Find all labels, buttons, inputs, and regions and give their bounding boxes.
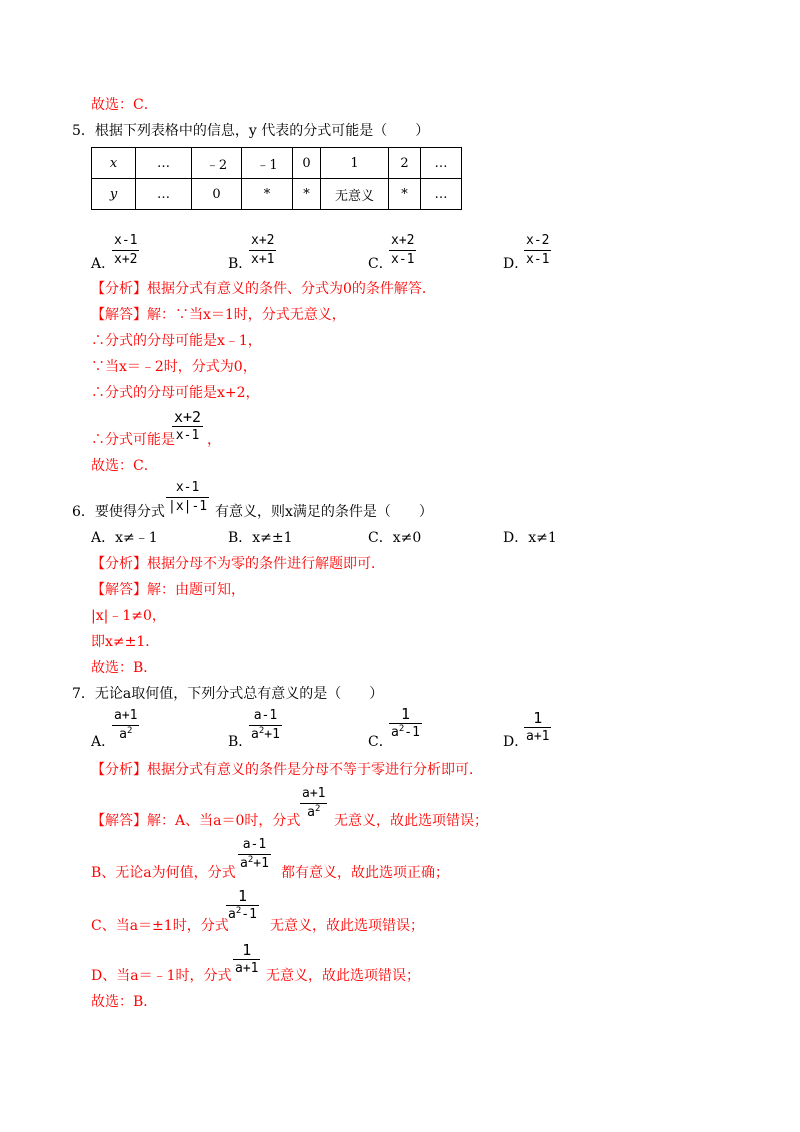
den-tail: -1: [404, 725, 420, 740]
table-cell: 1: [321, 148, 389, 179]
den-exponent: 2: [314, 804, 321, 814]
numerator: x+2: [249, 234, 276, 251]
q5-option-b-fraction: [249, 234, 276, 267]
den-base: a: [391, 725, 399, 740]
q6-analysis: 【分析】根据分母不为零的条件进行解题即可．: [91, 556, 385, 572]
q5-stem: 5．根据下列表格中的信息，y 代表的分式可能是（ ）: [72, 123, 430, 139]
q5-solution-line: ∵当x＝﹣2时，分式为0，: [91, 359, 257, 375]
den-tail: +1: [264, 727, 280, 742]
denominator: x+1: [251, 252, 275, 267]
q7-solution-a-suffix: 无意义，故此选项错误；: [334, 813, 488, 829]
q7-solution-a-fraction: [300, 787, 327, 820]
numerator: x-2: [524, 234, 551, 251]
q5-analysis: 【分析】根据分式有意义的条件、分式为0的条件解答．: [91, 281, 436, 297]
den-tail: -1: [241, 907, 257, 922]
den-exponent: 2: [398, 724, 405, 734]
den-exponent: 2: [235, 906, 242, 916]
q5-conclusion-fraction: [172, 410, 203, 443]
q6-option-c: C．x≠0: [368, 530, 422, 546]
q7-solution-d-suffix: 无意义，故此选项错误；: [266, 968, 420, 984]
q7-option-d-fraction: [524, 711, 551, 744]
table-cell: …: [136, 179, 192, 210]
table-cell: x: [92, 148, 136, 179]
table-cell: …: [421, 179, 462, 210]
q6-stem-fraction: [166, 481, 209, 514]
q5-option-c-fraction: [389, 234, 416, 267]
q7-solution-b-suffix: 都有意义，故此选项正确；: [281, 865, 449, 881]
q5-option-a-label: A．: [91, 256, 116, 272]
numerator: x+2: [174, 408, 202, 426]
q7-solution-b-fraction: [238, 838, 271, 871]
table-cell: 无意义: [321, 179, 389, 210]
q6-solution-line: 【解答】解：由题可知，: [91, 582, 245, 598]
table-cell: ﹣2: [192, 148, 242, 179]
q5-conclusion-suffix: ，: [207, 432, 221, 448]
q5-option-d-fraction: [524, 234, 551, 267]
q5-option-d-label: D．: [503, 256, 529, 272]
denominator: x+2: [114, 252, 138, 267]
denominator: a+1: [526, 729, 550, 744]
numerator: 1: [233, 943, 260, 960]
q7-solution-a-prefix: 【解答】解：A、当a＝0时，分式: [91, 813, 301, 829]
q6-solution-line: 即x≠±1．: [91, 634, 160, 650]
q7-answer: 故选：B．: [91, 994, 158, 1010]
q7-option-a-fraction: [112, 709, 139, 742]
q5-solution-line: 【解答】解：∵当x＝1时，分式无意义，: [91, 307, 346, 323]
table-cell: y: [92, 179, 136, 210]
q7-solution-d-fraction: [233, 943, 260, 976]
table-row: [92, 148, 462, 179]
numerator: 1: [226, 889, 259, 906]
denominator: [112, 726, 139, 742]
numerator: x+2: [389, 234, 416, 251]
q7-option-d-label: D．: [503, 734, 529, 750]
denominator: [226, 906, 259, 922]
q7-stem: 7．无论a取何值，下列分式总有意义的是（ ）: [72, 686, 384, 702]
q6-answer: 故选：B．: [91, 660, 158, 676]
den-base: a: [240, 856, 248, 871]
denominator: [300, 804, 327, 820]
denominator: a+1: [235, 961, 259, 976]
abs-value: x: [175, 499, 184, 514]
q7-option-b-fraction: [249, 709, 282, 742]
q6-stem-suffix: 有意义，则x满足的条件是（ ）: [215, 504, 433, 520]
q5-option-a-fraction: [112, 234, 139, 267]
den-base: a: [119, 727, 127, 742]
numerator: a+1: [112, 709, 139, 726]
denominator: x-1: [175, 428, 200, 443]
numerator: a-1: [249, 709, 282, 726]
q7-option-b-label: B．: [228, 734, 253, 750]
q5-table: [91, 147, 462, 210]
numerator: a+1: [300, 787, 327, 804]
numerator: 1: [389, 707, 422, 724]
denominator: |x|-1: [168, 499, 208, 514]
den-base: a: [307, 805, 315, 820]
denominator: [238, 855, 271, 871]
table-cell: 0: [192, 179, 242, 210]
q7-solution-b-prefix: B、无论a为何值，分式: [91, 865, 236, 881]
q5-option-c-label: C．: [368, 256, 393, 272]
table-cell: 0: [293, 148, 321, 179]
denominator: [249, 726, 282, 742]
q5-answer: 故选：C．: [91, 458, 158, 474]
q5-conclusion-prefix: ∴分式可能是: [91, 432, 175, 448]
den-base: a: [251, 727, 259, 742]
table-cell: *: [293, 179, 321, 210]
den-base: a: [228, 907, 236, 922]
q5-solution-line: ∴分式的分母可能是x﹣1，: [91, 333, 262, 349]
den-exponent: 2: [247, 855, 254, 865]
denominator: [389, 724, 422, 740]
q6-option-a: A．x≠﹣1: [91, 530, 158, 546]
q6-option-b: B．x≠±1: [228, 530, 293, 546]
table-cell: *: [242, 179, 293, 210]
q6-option-d: D．x≠1: [503, 530, 557, 546]
table-cell: 2: [389, 148, 421, 179]
q5-option-b-label: B．: [228, 256, 253, 272]
denominator-rest: -1: [191, 499, 208, 514]
table-cell: …: [421, 148, 462, 179]
q6-solution-line: |x|﹣1≠0，: [91, 608, 166, 624]
q7-option-c-fraction: [389, 707, 422, 740]
numerator: a-1: [238, 838, 271, 855]
q7-option-c-label: C．: [368, 734, 393, 750]
den-exponent: 2: [258, 726, 265, 736]
q6-stem-prefix: 6．要使得分式: [72, 504, 165, 520]
denominator: x-1: [526, 252, 550, 267]
numerator: x-1: [166, 481, 209, 498]
table-cell: ﹣1: [242, 148, 293, 179]
q7-solution-c-prefix: C、当a＝±1时，分式: [91, 918, 229, 934]
q4-answer: 故选：C．: [91, 97, 158, 113]
q7-analysis: 【分析】根据分式有意义的条件是分母不等于零进行分析即可．: [91, 762, 483, 778]
table-cell: …: [136, 148, 192, 179]
q7-option-a-label: A．: [91, 734, 116, 750]
q7-solution-c-suffix: 无意义，故此选项错误；: [270, 918, 424, 934]
denominator: x-1: [391, 252, 415, 267]
numerator: 1: [524, 711, 551, 728]
q5-solution-line: ∴分式的分母可能是x+2，: [91, 385, 260, 401]
numerator: x-1: [112, 234, 139, 251]
table-row: [92, 179, 462, 210]
q7-solution-d-prefix: D、当a＝﹣1时，分式: [91, 968, 232, 984]
table-cell: *: [389, 179, 421, 210]
den-tail: +1: [253, 856, 269, 871]
den-exponent: 2: [126, 726, 133, 736]
q7-solution-c-fraction: [226, 889, 259, 922]
